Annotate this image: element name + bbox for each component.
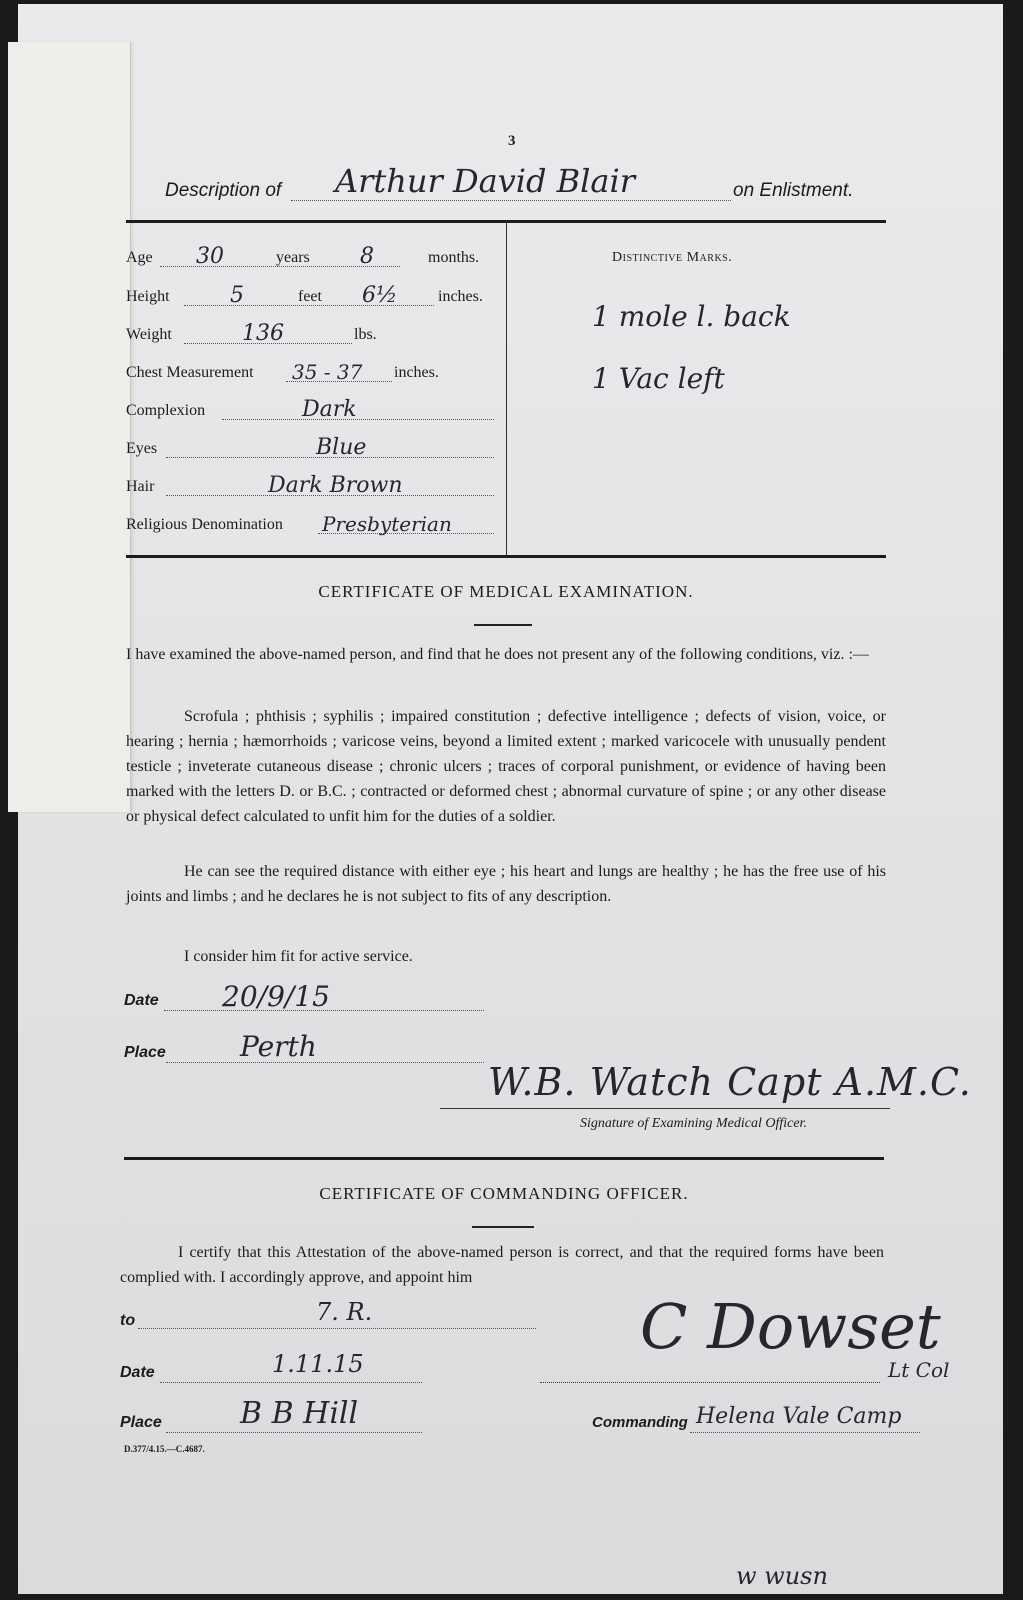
- description-heading: [165, 162, 885, 208]
- commanding-unit-line: [690, 1432, 920, 1433]
- eyes-label: Eyes: [126, 440, 158, 457]
- height-feet: 5: [230, 283, 244, 308]
- years-label: years: [276, 249, 310, 266]
- commanding-place-line: [166, 1432, 422, 1433]
- hair-label: Hair: [126, 478, 155, 495]
- hair-value: Dark Brown: [268, 473, 403, 498]
- appoint-to-label: to: [120, 1312, 136, 1329]
- medical-date-value: 20/9/15: [222, 980, 330, 1013]
- chest-row: [126, 358, 506, 386]
- fit-statement: I consider him fit for active service.: [184, 948, 413, 965]
- commanding-signature-line: [540, 1382, 880, 1383]
- age-row: [126, 243, 506, 271]
- complexion-row: [126, 396, 506, 424]
- medical-signature-label: Signature of Examining Medical Officer.: [580, 1116, 807, 1131]
- commanding-officer-rank: Lt Col: [888, 1358, 950, 1382]
- religion-row: [126, 510, 506, 538]
- table-divider: [506, 222, 507, 555]
- title-underline: [474, 624, 532, 626]
- height-row: [126, 282, 506, 310]
- age-months: 8: [360, 244, 374, 269]
- medical-para-1: I have examined the above-named person, and find that he does not present any of the following conditions, viz. :—: [126, 646, 869, 663]
- description-label: Description of: [165, 180, 282, 201]
- commanding-date-value: 1.11.15: [272, 1350, 364, 1378]
- commanding-certificate-title: CERTIFICATE OF COMMANDING OFFICER.: [319, 1184, 689, 1203]
- section-divider-rule: [124, 1157, 884, 1160]
- commanding-para: I certify that this Attestation of the above-named person is correct, and that the required forms have been complied with. I accordingly approve, and appoint him: [120, 1244, 884, 1286]
- medical-place-value: Perth: [240, 1030, 317, 1063]
- complexion-value: Dark: [302, 397, 357, 422]
- medical-signature-line: [440, 1108, 890, 1109]
- height-label: Height: [126, 288, 170, 305]
- appoint-to-value: 7. R.: [316, 1298, 373, 1326]
- bottom-scrawl: w wusn: [736, 1562, 828, 1590]
- inches-label: inches.: [438, 288, 483, 305]
- weight-label: Weight: [126, 326, 172, 343]
- overlapping-paper-strip: [8, 42, 131, 812]
- medical-certificate-title: CERTIFICATE OF MEDICAL EXAMINATION.: [318, 582, 694, 601]
- commanding-date-label: Date: [120, 1364, 155, 1381]
- medical-place-line: [166, 1062, 484, 1063]
- chest-label: Chest Measurement: [126, 364, 254, 381]
- months-label: months.: [428, 249, 480, 266]
- medical-officer-signature: W.B. Watch Capt A.M.C.: [488, 1060, 972, 1104]
- commanding-officer-signature: C Dowset: [640, 1290, 941, 1363]
- commanding-title-underline: [472, 1226, 534, 1228]
- distinctive-marks-heading: Distinctive Marks.: [612, 250, 733, 265]
- appoint-to-line: [138, 1328, 536, 1329]
- eyes-value: Blue: [316, 435, 367, 460]
- complexion-label: Complexion: [126, 402, 206, 419]
- name-line: [291, 200, 731, 201]
- distinctive-mark-1: 1 mole l. back: [592, 300, 791, 333]
- table-bottom-rule: [126, 555, 886, 558]
- weight-unit: lbs.: [354, 326, 377, 343]
- commanding-place-label: Place: [120, 1414, 162, 1431]
- page-number: 3: [508, 133, 516, 149]
- chest-unit: inches.: [394, 364, 439, 381]
- distinctive-mark-2: 1 Vac left: [592, 362, 725, 395]
- recruit-name: Arthur David Blair: [335, 162, 636, 200]
- commanding-place-value: B B Hill: [240, 1396, 359, 1431]
- religion-label: Religious Denomination: [126, 516, 283, 533]
- medical-para-3: He can see the required distance with either eye ; his heart and lungs are healthy ; he has the free use of his joints and limbs ; and he declares he is not subject to fits of any description.: [126, 863, 886, 905]
- chest-value: 35 - 37: [292, 360, 363, 384]
- weight-row: [126, 320, 506, 348]
- age-label: Age: [126, 249, 153, 266]
- eyes-row: [126, 434, 506, 462]
- weight-value: 136: [242, 321, 284, 346]
- height-inches: 6½: [362, 283, 398, 308]
- age-years: 30: [196, 244, 224, 269]
- medical-conditions-list: Scrofula ; phthisis ; syphilis ; impaired constitution ; defective intelligence ; defects of vision, voice, or hearing ; hernia ; hæmorrhoids ; varicose veins, beyond a limited extent ; marked varicocele with unusually pendent testicle ; inveterate cutaneous disease ; chronic ulcers ; traces of corporal punishment, or evidence of having been marked with the letters D. or B.C. ; contracted or deformed chest ; abnormal curvature of spine ; or any other disease or physical defect calculated to unfit him for the duties of a soldier.: [126, 708, 886, 825]
- commanding-date-line: [160, 1382, 422, 1383]
- medical-place-label: Place: [124, 1044, 166, 1061]
- commanding-unit-value: Helena Vale Camp: [696, 1404, 902, 1429]
- medical-date-label: Date: [124, 992, 159, 1009]
- form-code: D.377/4.15.—C.4687.: [124, 1444, 205, 1454]
- enlistment-label: on Enlistment.: [733, 180, 854, 201]
- hair-row: [126, 472, 506, 500]
- religion-value: Presbyterian: [322, 512, 452, 536]
- commanding-label: Commanding: [592, 1414, 688, 1431]
- feet-label: feet: [298, 288, 322, 305]
